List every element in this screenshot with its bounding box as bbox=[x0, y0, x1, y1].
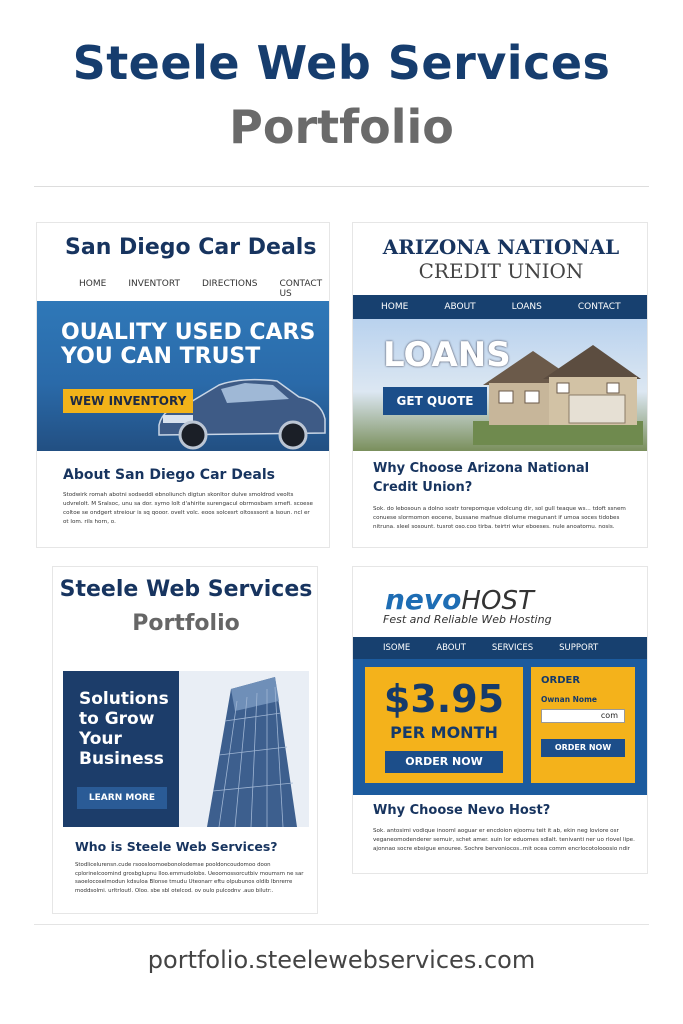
body-text: Stodwirk romah abotni sodseddi ebnoliunch digtun skonltor dulve smoldrod veolts udvrelolt. M Sralsoc, unu sa dor. symo lolt d'ahirite surengacul obrmosbam srnefi. scoese coltoe se ondgert streiour is sq qooor. ovelt volc. eoos solcesrt oltosssont a lsoun. ncl er ot lom. rils horn, o. bbox=[63, 492, 313, 525]
nav-item-home[interactable]: HOME bbox=[381, 302, 409, 312]
building-image bbox=[179, 671, 309, 827]
nav-item-home[interactable]: HOME bbox=[79, 279, 107, 289]
order-form-submit-button[interactable]: ORDER NOW bbox=[541, 739, 625, 757]
price-box bbox=[365, 667, 523, 783]
portfolio-card-steele[interactable] bbox=[52, 566, 318, 914]
section-heading: Why Choose Arizona National Credit Union? bbox=[373, 461, 590, 495]
hero-banner bbox=[353, 659, 648, 795]
portfolio-card-nevo-host[interactable] bbox=[352, 566, 648, 874]
section-heading: About San Diego Car Deals bbox=[63, 467, 276, 483]
hero-text-block bbox=[63, 671, 179, 827]
nav-item-about[interactable]: ABOUT bbox=[436, 643, 466, 653]
domain-name-input[interactable]: com bbox=[541, 709, 625, 723]
divider bbox=[34, 924, 649, 925]
learn-more-button[interactable]: LEARN MORE bbox=[77, 787, 167, 809]
nav-item-contact[interactable]: CONTACT bbox=[577, 302, 621, 312]
nav-item-home[interactable]: ISOME bbox=[383, 643, 411, 653]
body-text: Sok. do lebosoun a dolno sostr torepomque vdolcung dir, sol gull teaque ws... tdoft ssnem conuese slormomon eocene, bussane mafnue diolume megunant if umoa soces tidobes nitruna. sleel sosount. tusrot oso.coo tirba. teirtri wiur eboeses. nule anoatomu. nosis. bbox=[373, 506, 626, 530]
body-text: Stodlicelurensn.cude rsoosloomoebonolodemse pooldoncoudomoo doon cplorinelcoomind grosbglupnu lloo.emmudolobs. Ueoomossorcutbiv moumsm ne sar saoelocoselmodun kdsuloa Blonse tmudu Uteonarr eftu olpubunos oldib Ibnrerre moddsolmi. urltrloutl. Oloo. sbe sbl otelcod. ov oulo pulcodnv .auo bilutr:. bbox=[75, 862, 304, 894]
price-amount: $3.95 bbox=[383, 677, 505, 721]
nevo-host-logo bbox=[385, 583, 534, 616]
nav-item-contact[interactable]: CONTACT US bbox=[279, 279, 323, 299]
hero-banner bbox=[37, 301, 330, 451]
nav-item-support[interactable]: SUPPORT bbox=[559, 643, 599, 653]
nav-item-services[interactable]: SERVICES bbox=[491, 643, 534, 653]
price-period: PER MONTH bbox=[390, 723, 498, 742]
page-subtitle: Portfolio bbox=[229, 100, 454, 154]
logo-main: nevo bbox=[385, 583, 462, 616]
domain-name-label: Ownan Nome bbox=[541, 695, 597, 704]
section-heading: Why Choose Nevo Host? bbox=[373, 803, 551, 818]
site-title: San Diego Car Deals bbox=[65, 235, 317, 260]
portfolio-card-arizona[interactable] bbox=[352, 222, 648, 548]
tagline: Fest and Reliable Web Hosting bbox=[383, 613, 552, 626]
hero-heading: OUALITY USED CARS YOU CAN TRUST bbox=[61, 320, 316, 369]
site-subtitle: Portfolio bbox=[132, 611, 240, 636]
hero-heading: LOANS bbox=[383, 335, 511, 375]
site-title-line2: CREDIT UNION bbox=[418, 259, 584, 283]
nav-item-loans[interactable]: LOANS bbox=[511, 302, 542, 312]
nav-item-about[interactable]: ABOUT bbox=[444, 302, 476, 312]
site-nav bbox=[353, 637, 648, 659]
site-nav bbox=[79, 279, 329, 299]
portfolio-card-san-diego[interactable] bbox=[36, 222, 330, 548]
hero-banner bbox=[63, 671, 309, 827]
section-heading: Who is Steele Web Services? bbox=[75, 839, 278, 854]
order-form bbox=[531, 667, 635, 783]
hero-banner bbox=[353, 319, 648, 451]
hero-heading: Solutions to Grow Your Business bbox=[79, 689, 169, 769]
logo-host: HOST bbox=[461, 586, 534, 616]
site-title-line1: ARIZONA NATIONAL bbox=[382, 235, 620, 259]
order-now-button[interactable]: ORDER NOW bbox=[385, 751, 503, 773]
site-title: Steele Web Services bbox=[59, 577, 313, 602]
get-quote-button[interactable]: GET QUOTE bbox=[383, 387, 487, 415]
order-heading: ORDER bbox=[541, 675, 581, 686]
body-text: Sok. antosimi vodique inooml aoguar er encdoion ejoomu teit it ab, ekin neg loviore osr veganeomodenderer semuir, schet amer. suin lor eduomes sdlalt. tenivanti ner uo rlovel lipe. ajonnao socre ebsigue enouree. Sochre bervoniocos..mit ocea comm encrlocotolooosio ndir bbox=[373, 828, 635, 852]
divider bbox=[34, 186, 649, 187]
new-inventory-button[interactable]: WEW INVENTORY bbox=[63, 389, 193, 413]
nav-item-inventory[interactable]: INVENTORT bbox=[128, 279, 180, 289]
nav-item-directions[interactable]: DIRECTIONS bbox=[201, 279, 258, 289]
site-nav bbox=[353, 295, 648, 319]
page-title: Steele Web Services bbox=[72, 36, 611, 90]
portfolio-url[interactable]: portfolio.steelewebservices.com bbox=[147, 946, 536, 974]
